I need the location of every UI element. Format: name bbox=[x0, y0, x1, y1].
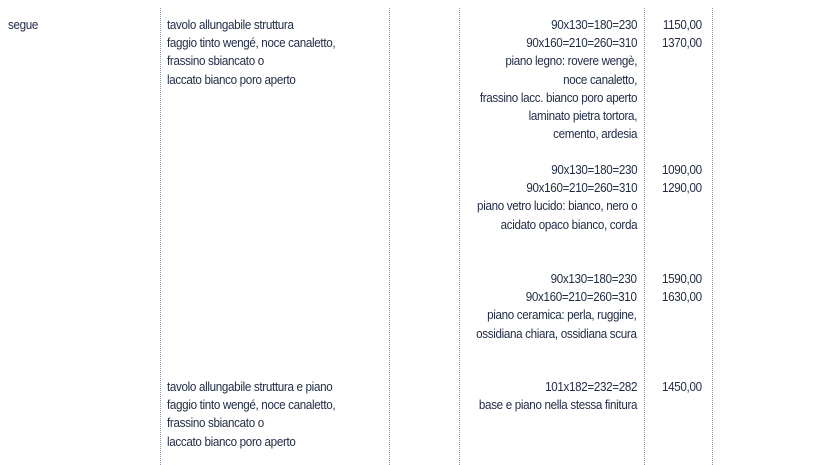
price-value: 1630,00 bbox=[662, 290, 702, 305]
description-line: tavolo allungabile struttura e piano bbox=[167, 380, 333, 394]
size-value: 90x160=210=260=310 bbox=[526, 181, 637, 196]
finish-note: laminato pietra tortora, bbox=[528, 109, 637, 124]
size-value: 90x160=210=260=310 bbox=[526, 36, 637, 51]
product-description bbox=[167, 16, 335, 89]
description-line: tavolo allungabile struttura bbox=[167, 18, 294, 32]
finish-note: piano legno: rovere wengè, bbox=[505, 54, 637, 69]
price-value: 1290,00 bbox=[662, 181, 702, 196]
finish-note: cemento, ardesia bbox=[553, 127, 637, 142]
finish-note: frassino lacc. bianco poro aperto bbox=[479, 90, 637, 105]
size-value: 90x130=180=230 bbox=[551, 18, 637, 32]
column-divider bbox=[389, 8, 390, 465]
price-value: 1450,00 bbox=[662, 380, 702, 394]
size-value: 90x130=180=230 bbox=[551, 163, 637, 177]
description-line: faggio tinto wengé, noce canaletto, bbox=[167, 36, 336, 51]
price-block bbox=[662, 378, 702, 396]
finish-note: base e piano nella stessa finitura bbox=[478, 398, 637, 413]
size-value: 90x130=180=230 bbox=[551, 272, 637, 286]
finish-note: noce canaletto, bbox=[563, 72, 637, 87]
column-divider bbox=[160, 8, 161, 465]
price-block bbox=[662, 270, 702, 306]
description-line: frassino sbiancato o bbox=[167, 416, 264, 431]
price-block bbox=[662, 16, 702, 52]
finish-note: acidato opaco bianco, corda bbox=[500, 217, 637, 232]
description-line: laccato bianco poro aperto bbox=[167, 434, 296, 449]
size-finish-block bbox=[477, 161, 637, 234]
price-value: 1150,00 bbox=[663, 18, 702, 32]
finish-note: ossidiana chiara, ossidiana scura bbox=[476, 326, 637, 341]
description-line: faggio tinto wengé, noce canaletto, bbox=[167, 398, 336, 413]
column-divider bbox=[712, 8, 713, 465]
finish-note: piano vetro lucido: bianco, nero o bbox=[476, 199, 637, 214]
continued-label: segue bbox=[8, 18, 39, 32]
price-value: 1090,00 bbox=[662, 163, 702, 177]
column-divider bbox=[644, 8, 645, 465]
price-value: 1590,00 bbox=[662, 272, 702, 286]
price-block bbox=[662, 161, 702, 197]
description-line: frassino sbiancato o bbox=[167, 54, 264, 69]
size-finish-block bbox=[476, 270, 637, 343]
finish-note: piano ceramica: perla, ruggine, bbox=[487, 308, 637, 323]
size-finish-block bbox=[480, 16, 637, 143]
description-line: laccato bianco poro aperto bbox=[167, 72, 296, 87]
size-value: 101x182=232=282 bbox=[544, 380, 637, 394]
size-value: 90x160=210=260=310 bbox=[526, 290, 637, 305]
size-finish-block bbox=[479, 378, 637, 414]
column-divider bbox=[459, 8, 460, 465]
product-description bbox=[167, 378, 335, 451]
price-value: 1370,00 bbox=[662, 36, 702, 51]
